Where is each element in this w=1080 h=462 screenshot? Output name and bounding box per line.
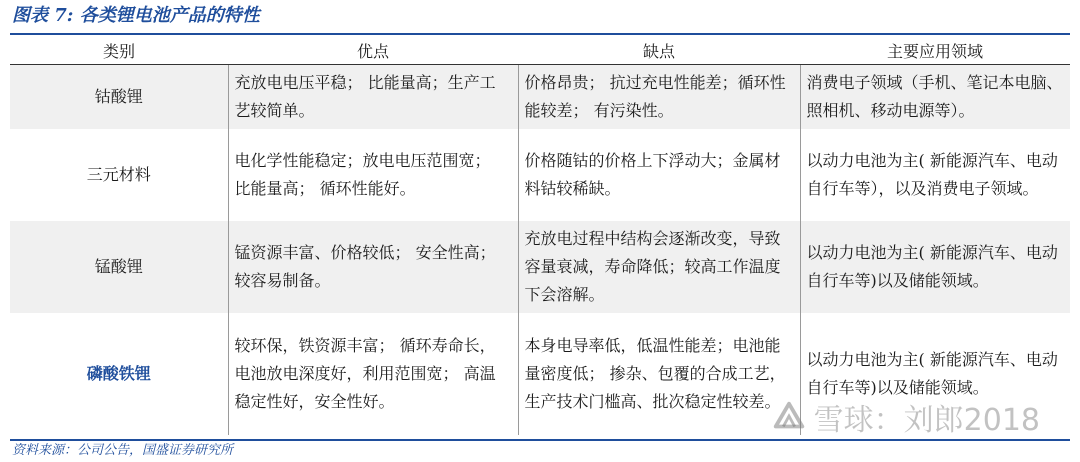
header-cons: 缺点 — [518, 36, 800, 65]
cons-cell: 价格昂贵； 抗过充电性能差；循环性能较差； 有污染性。 — [518, 65, 800, 130]
title-divider — [10, 33, 1070, 35]
watermark-text: 雪球：刘郎2018 — [813, 403, 1040, 438]
category-cell: 钴酸锂 — [10, 65, 228, 130]
table-header-row — [10, 36, 1070, 65]
cons-cell: 本身电导率低，低温性能差；电池能量密度低； 掺杂、包覆的合成工艺，生产技术门槛高、批次稳定性较差。 — [518, 313, 800, 435]
pros-cell: 锰资源丰富、价格较低； 安全性高； 较容易制备。 — [228, 221, 518, 313]
watermark — [770, 395, 1040, 439]
snowball-logo-icon — [770, 398, 808, 436]
applications-cell: 消费电子领域（手机、笔记本电脑、照相机、移动电源等）。 — [800, 65, 1070, 130]
figure-title: 图表 7: 各类锂电池产品的特性 — [12, 5, 260, 26]
pros-cell: 电化学性能稳定；放电电压范围宽； 比能量高； 循环性能好。 — [228, 129, 518, 221]
pros-cell: 较环保，铁资源丰富； 循环寿命长，电池放电深度好，利用范围宽； 高温稳定性好，安全性好。 — [228, 313, 518, 435]
cons-cell: 价格随钴的价格上下浮动大；金属材料钴较稀缺。 — [518, 129, 800, 221]
table-row — [10, 221, 1070, 313]
applications-cell: 以动力电池为主( 新能源汽车、电动自行车等)以及储能领域。 — [800, 221, 1070, 313]
pros-cell: 充放电电压平稳； 比能量高；生产工艺较简单。 — [228, 65, 518, 130]
category-cell: 三元材料 — [10, 129, 228, 221]
table-bottom-divider — [10, 439, 1070, 441]
category-cell: 磷酸铁锂 — [10, 313, 228, 435]
header-applications: 主要应用领域 — [800, 36, 1070, 65]
battery-characteristics-table — [10, 36, 1070, 435]
cons-cell: 充放电过程中结构会逐渐改变，导致容量衰减，寿命降低；较高工作温度下会溶解。 — [518, 221, 800, 313]
table-row — [10, 65, 1070, 130]
table-row — [10, 129, 1070, 221]
applications-cell: 以动力电池为主( 新能源汽车、电动自行车等），以及消费电子领域。 — [800, 129, 1070, 221]
category-cell: 锰酸锂 — [10, 221, 228, 313]
applications-cell: 以动力电池为主( 新能源汽车、电动自行车等)以及储能领域。 — [800, 313, 1070, 435]
header-pros: 优点 — [228, 36, 518, 65]
source-note: 资料来源：公司公告，国盛证券研究所 — [12, 443, 234, 458]
header-category: 类别 — [10, 36, 228, 65]
